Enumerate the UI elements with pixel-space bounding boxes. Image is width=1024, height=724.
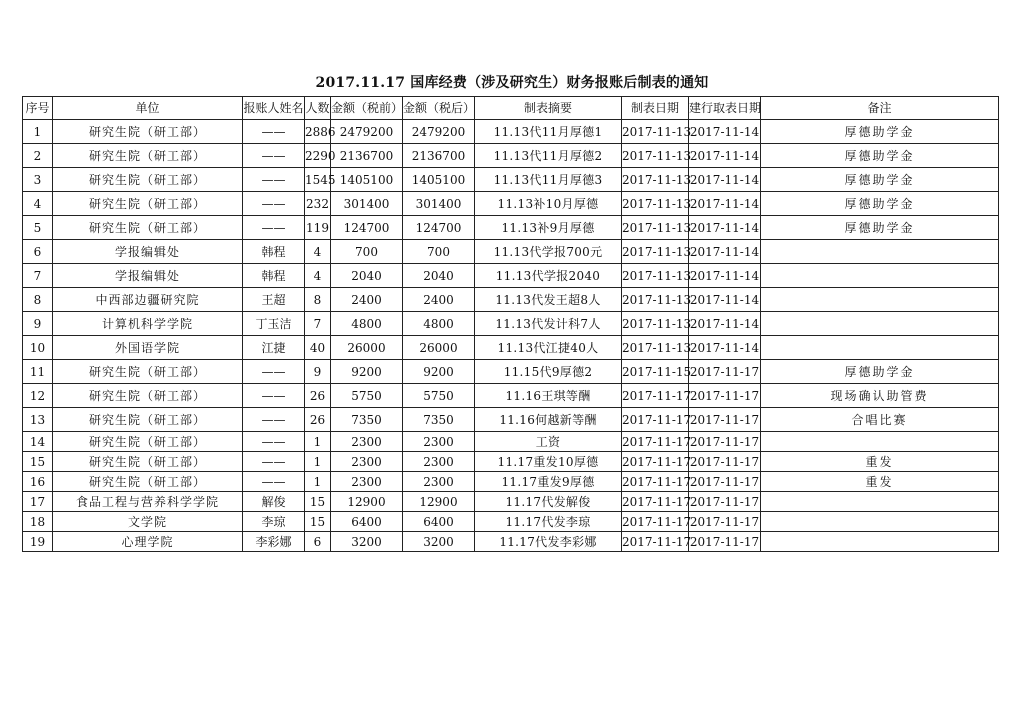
- cell-unit: 食品工程与营养科学学院: [53, 492, 243, 512]
- cell-seq: 2: [23, 144, 53, 168]
- header-count: 人数: [305, 97, 331, 120]
- cell-count: 1545: [305, 168, 331, 192]
- cell-amount-pre: 6400: [331, 512, 403, 532]
- cell-table-date: 2017-11-13: [622, 312, 689, 336]
- cell-count: 232: [305, 192, 331, 216]
- cell-table-date: 2017-11-17: [622, 452, 689, 472]
- table-row: [23, 452, 999, 472]
- cell-amount-post: 3200: [403, 532, 475, 552]
- cell-table-date: 2017-11-15: [622, 360, 689, 384]
- cell-count: 9: [305, 360, 331, 384]
- cell-amount-pre: 3200: [331, 532, 403, 552]
- cell-seq: 4: [23, 192, 53, 216]
- cell-take-date: 2017-11-17: [689, 384, 761, 408]
- cell-table-date: 2017-11-13: [622, 288, 689, 312]
- table-row: [23, 192, 999, 216]
- cell-amount-post: 2300: [403, 472, 475, 492]
- cell-summary: 11.13代江捷40人: [475, 336, 622, 360]
- cell-amount-post: 700: [403, 240, 475, 264]
- cell-note: 厚德助学金: [761, 360, 999, 384]
- cell-note: [761, 492, 999, 512]
- cell-person: ——: [243, 120, 305, 144]
- cell-count: 6: [305, 532, 331, 552]
- cell-seq: 14: [23, 432, 53, 452]
- cell-person: ——: [243, 452, 305, 472]
- cell-table-date: 2017-11-17: [622, 492, 689, 512]
- table-row: [23, 360, 999, 384]
- cell-unit: 计算机科学学院: [53, 312, 243, 336]
- table-row: [23, 512, 999, 532]
- cell-seq: 11: [23, 360, 53, 384]
- cell-count: 8: [305, 288, 331, 312]
- cell-summary: 11.17重发9厚德: [475, 472, 622, 492]
- table-row: [23, 240, 999, 264]
- cell-count: 15: [305, 512, 331, 532]
- cell-person: 江捷: [243, 336, 305, 360]
- document-title: 2017.11.17 国库经费（涉及研究生）财务报账后制表的通知: [315, 75, 709, 91]
- cell-take-date: 2017-11-14: [689, 120, 761, 144]
- cell-summary: 11.13补10月厚德: [475, 192, 622, 216]
- cell-table-date: 2017-11-13: [622, 168, 689, 192]
- cell-seq: 18: [23, 512, 53, 532]
- cell-count: 26: [305, 408, 331, 432]
- cell-take-date: 2017-11-14: [689, 240, 761, 264]
- cell-table-date: 2017-11-13: [622, 120, 689, 144]
- cell-summary: 11.13代11月厚德3: [475, 168, 622, 192]
- cell-amount-post: 124700: [403, 216, 475, 240]
- cell-amount-post: 2040: [403, 264, 475, 288]
- cell-take-date: 2017-11-14: [689, 144, 761, 168]
- cell-amount-pre: 5750: [331, 384, 403, 408]
- cell-seq: 17: [23, 492, 53, 512]
- cell-amount-pre: 124700: [331, 216, 403, 240]
- cell-unit: 研究生院（研工部）: [53, 144, 243, 168]
- cell-seq: 8: [23, 288, 53, 312]
- cell-take-date: 2017-11-17: [689, 360, 761, 384]
- cell-unit: 心理学院: [53, 532, 243, 552]
- cell-take-date: 2017-11-17: [689, 492, 761, 512]
- cell-amount-pre: 1405100: [331, 168, 403, 192]
- cell-unit: 学报编辑处: [53, 240, 243, 264]
- header-amount-post: 金额（税后）: [403, 97, 475, 120]
- cell-take-date: 2017-11-14: [689, 192, 761, 216]
- cell-count: 2290: [305, 144, 331, 168]
- cell-table-date: 2017-11-13: [622, 240, 689, 264]
- cell-summary: 11.13补9月厚德: [475, 216, 622, 240]
- cell-table-date: 2017-11-17: [622, 384, 689, 408]
- cell-note: 重发: [761, 452, 999, 472]
- header-person: 报账人姓名: [243, 97, 305, 120]
- table-row: [23, 472, 999, 492]
- cell-note: 厚德助学金: [761, 144, 999, 168]
- cell-take-date: 2017-11-14: [689, 168, 761, 192]
- cell-count: 2886: [305, 120, 331, 144]
- cell-amount-pre: 9200: [331, 360, 403, 384]
- header-row: [23, 97, 999, 120]
- cell-count: 1: [305, 472, 331, 492]
- table-row: [23, 408, 999, 432]
- cell-person: 李彩娜: [243, 532, 305, 552]
- cell-summary: 工资: [475, 432, 622, 452]
- header-amount-pre: 金额（税前）: [331, 97, 403, 120]
- cell-table-date: 2017-11-17: [622, 512, 689, 532]
- cell-summary: 11.17重发10厚德: [475, 452, 622, 472]
- cell-take-date: 2017-11-14: [689, 312, 761, 336]
- cell-person: ——: [243, 472, 305, 492]
- cell-seq: 16: [23, 472, 53, 492]
- table-row: [23, 216, 999, 240]
- table-row: [23, 120, 999, 144]
- cell-note: [761, 240, 999, 264]
- header-note: 备注: [761, 97, 999, 120]
- cell-count: 15: [305, 492, 331, 512]
- cell-amount-post: 1405100: [403, 168, 475, 192]
- cell-count: 26: [305, 384, 331, 408]
- cell-count: 40: [305, 336, 331, 360]
- cell-amount-post: 12900: [403, 492, 475, 512]
- cell-unit: 研究生院（研工部）: [53, 120, 243, 144]
- cell-person: ——: [243, 144, 305, 168]
- cell-summary: 11.17代发李琼: [475, 512, 622, 532]
- cell-note: [761, 336, 999, 360]
- cell-table-date: 2017-11-17: [622, 532, 689, 552]
- cell-amount-pre: 301400: [331, 192, 403, 216]
- cell-summary: 11.17代发李彩娜: [475, 532, 622, 552]
- cell-take-date: 2017-11-14: [689, 264, 761, 288]
- cell-amount-pre: 2479200: [331, 120, 403, 144]
- cell-person: ——: [243, 408, 305, 432]
- cell-amount-post: 9200: [403, 360, 475, 384]
- cell-amount-post: 2300: [403, 432, 475, 452]
- cell-summary: 11.15代9厚德2: [475, 360, 622, 384]
- cell-amount-pre: 700: [331, 240, 403, 264]
- cell-seq: 1: [23, 120, 53, 144]
- cell-unit: 外国语学院: [53, 336, 243, 360]
- cell-take-date: 2017-11-17: [689, 472, 761, 492]
- cell-person: ——: [243, 360, 305, 384]
- table-row: [23, 384, 999, 408]
- cell-amount-post: 6400: [403, 512, 475, 532]
- cell-summary: 11.13代11月厚德2: [475, 144, 622, 168]
- table-row: [23, 432, 999, 452]
- cell-take-date: 2017-11-17: [689, 432, 761, 452]
- cell-unit: 中西部边疆研究院: [53, 288, 243, 312]
- cell-unit: 学报编辑处: [53, 264, 243, 288]
- cell-amount-pre: 7350: [331, 408, 403, 432]
- cell-seq: 13: [23, 408, 53, 432]
- cell-count: 1: [305, 432, 331, 452]
- cell-unit: 研究生院（研工部）: [53, 192, 243, 216]
- cell-seq: 5: [23, 216, 53, 240]
- cell-table-date: 2017-11-13: [622, 144, 689, 168]
- cell-amount-post: 5750: [403, 384, 475, 408]
- cell-amount-post: 2400: [403, 288, 475, 312]
- cell-count: 1: [305, 452, 331, 472]
- cell-unit: 研究生院（研工部）: [53, 384, 243, 408]
- cell-summary: 11.13代发计科7人: [475, 312, 622, 336]
- cell-seq: 3: [23, 168, 53, 192]
- cell-amount-pre: 2400: [331, 288, 403, 312]
- cell-seq: 12: [23, 384, 53, 408]
- cell-take-date: 2017-11-14: [689, 288, 761, 312]
- cell-note: 重发: [761, 472, 999, 492]
- table-row: [23, 336, 999, 360]
- header-unit: 单位: [53, 97, 243, 120]
- cell-unit: 研究生院（研工部）: [53, 408, 243, 432]
- cell-note: [761, 532, 999, 552]
- cell-take-date: 2017-11-17: [689, 512, 761, 532]
- cell-note: [761, 264, 999, 288]
- cell-seq: 7: [23, 264, 53, 288]
- cell-person: 李琼: [243, 512, 305, 532]
- cell-seq: 9: [23, 312, 53, 336]
- table-row: [23, 264, 999, 288]
- cell-take-date: 2017-11-14: [689, 336, 761, 360]
- cell-summary: 11.17代发解俊: [475, 492, 622, 512]
- cell-amount-post: 301400: [403, 192, 475, 216]
- cell-person: 韩程: [243, 240, 305, 264]
- cell-amount-post: 2136700: [403, 144, 475, 168]
- table-row: [23, 312, 999, 336]
- header-seq: 序号: [23, 97, 53, 120]
- cell-amount-post: 4800: [403, 312, 475, 336]
- cell-amount-pre: 26000: [331, 336, 403, 360]
- cell-note: 厚德助学金: [761, 120, 999, 144]
- cell-seq: 19: [23, 532, 53, 552]
- cell-unit: 研究生院（研工部）: [53, 472, 243, 492]
- table-row: [23, 168, 999, 192]
- cell-seq: 15: [23, 452, 53, 472]
- cell-table-date: 2017-11-17: [622, 472, 689, 492]
- cell-unit: 研究生院（研工部）: [53, 168, 243, 192]
- cell-count: 7: [305, 312, 331, 336]
- cell-amount-post: 26000: [403, 336, 475, 360]
- header-take-date: 建行取表日期: [689, 97, 761, 120]
- cell-amount-pre: 4800: [331, 312, 403, 336]
- cell-amount-post: 2479200: [403, 120, 475, 144]
- table-row: [23, 288, 999, 312]
- table-row: [23, 492, 999, 512]
- cell-table-date: 2017-11-17: [622, 432, 689, 452]
- cell-count: 4: [305, 240, 331, 264]
- cell-person: ——: [243, 384, 305, 408]
- cell-summary: 11.13代学报700元: [475, 240, 622, 264]
- cell-take-date: 2017-11-14: [689, 216, 761, 240]
- cell-note: 厚德助学金: [761, 168, 999, 192]
- cell-seq: 10: [23, 336, 53, 360]
- cell-take-date: 2017-11-17: [689, 452, 761, 472]
- cell-amount-pre: 2136700: [331, 144, 403, 168]
- cell-table-date: 2017-11-13: [622, 216, 689, 240]
- cell-unit: 文学院: [53, 512, 243, 532]
- cell-unit: 研究生院（研工部）: [53, 432, 243, 452]
- table-row: [23, 144, 999, 168]
- cell-table-date: 2017-11-13: [622, 336, 689, 360]
- cell-amount-pre: 2300: [331, 432, 403, 452]
- cell-amount-post: 2300: [403, 452, 475, 472]
- cell-summary: 11.16何越新等酬: [475, 408, 622, 432]
- cell-person: 解俊: [243, 492, 305, 512]
- cell-person: ——: [243, 168, 305, 192]
- cell-amount-post: 7350: [403, 408, 475, 432]
- cell-summary: 11.13代学报2040: [475, 264, 622, 288]
- cell-note: [761, 512, 999, 532]
- finance-table: [22, 96, 999, 552]
- cell-note: 厚德助学金: [761, 216, 999, 240]
- cell-person: 韩程: [243, 264, 305, 288]
- header-table-date: 制表日期: [622, 97, 689, 120]
- cell-seq: 6: [23, 240, 53, 264]
- cell-take-date: 2017-11-17: [689, 532, 761, 552]
- cell-amount-pre: 2300: [331, 472, 403, 492]
- cell-take-date: 2017-11-17: [689, 408, 761, 432]
- cell-table-date: 2017-11-17: [622, 408, 689, 432]
- table-row: [23, 532, 999, 552]
- cell-summary: 11.13代11月厚德1: [475, 120, 622, 144]
- cell-note: 厚德助学金: [761, 192, 999, 216]
- cell-unit: 研究生院（研工部）: [53, 216, 243, 240]
- cell-unit: 研究生院（研工部）: [53, 452, 243, 472]
- cell-person: ——: [243, 216, 305, 240]
- cell-amount-pre: 12900: [331, 492, 403, 512]
- cell-amount-pre: 2040: [331, 264, 403, 288]
- cell-table-date: 2017-11-13: [622, 264, 689, 288]
- cell-unit: 研究生院（研工部）: [53, 360, 243, 384]
- cell-table-date: 2017-11-13: [622, 192, 689, 216]
- cell-person: 王超: [243, 288, 305, 312]
- cell-summary: 11.13代发王超8人: [475, 288, 622, 312]
- cell-person: 丁玉洁: [243, 312, 305, 336]
- cell-note: [761, 432, 999, 452]
- cell-amount-pre: 2300: [331, 452, 403, 472]
- cell-note: 合唱比赛: [761, 408, 999, 432]
- cell-note: [761, 312, 999, 336]
- header-summary: 制表摘要: [475, 97, 622, 120]
- cell-note: 现场确认助管费: [761, 384, 999, 408]
- cell-person: ——: [243, 432, 305, 452]
- cell-person: ——: [243, 192, 305, 216]
- cell-count: 4: [305, 264, 331, 288]
- cell-summary: 11.16王琪等酬: [475, 384, 622, 408]
- cell-note: [761, 288, 999, 312]
- cell-count: 119: [305, 216, 331, 240]
